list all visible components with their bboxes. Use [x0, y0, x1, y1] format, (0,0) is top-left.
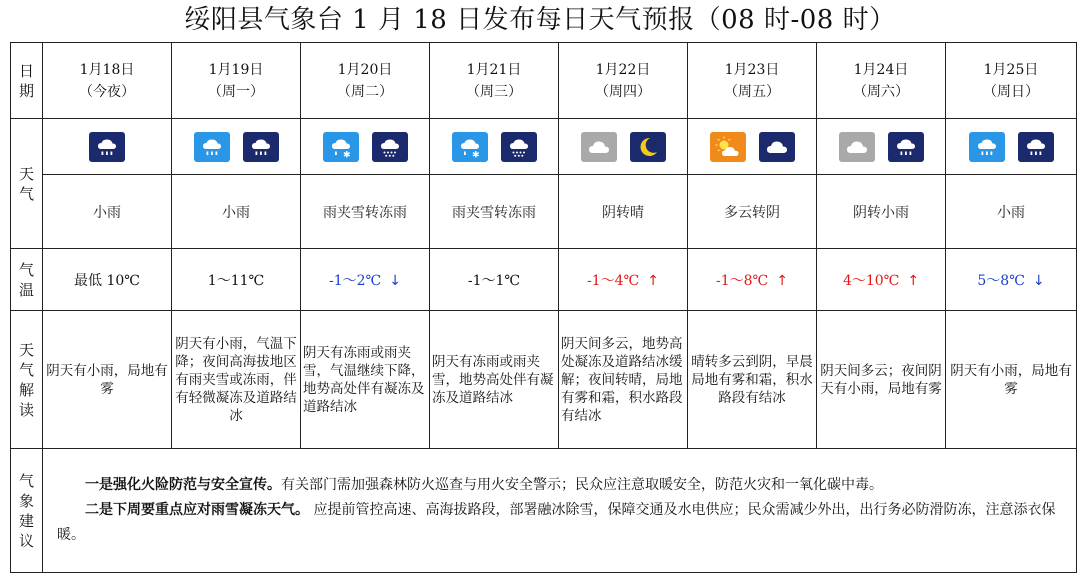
forecast-table — [10, 42, 1077, 573]
weather-icon-cell — [946, 119, 1077, 175]
temperature-cell — [43, 249, 172, 311]
weather-description: 小雨 — [43, 175, 172, 249]
weekday-label: （周三） — [466, 83, 522, 100]
weekday-label: （今夜） — [79, 83, 135, 100]
rain-day-icon — [194, 132, 230, 162]
weather-icon-cell — [430, 119, 559, 175]
arrow-down-icon: ↓ — [1032, 272, 1045, 289]
weekday-label: （周五） — [724, 83, 780, 100]
weather-icon-cell — [301, 119, 430, 175]
date-label: 1月23日 — [724, 61, 780, 78]
date-cell — [559, 43, 688, 119]
row-header-weather: 天 气 — [11, 119, 43, 249]
weather-icon-cell — [559, 119, 688, 175]
temperature-cell — [430, 249, 559, 311]
date-cell — [688, 43, 817, 119]
svg-text:✱: ✱ — [342, 150, 351, 160]
date-cell — [301, 43, 430, 119]
partly-cloudy-day-icon — [710, 132, 746, 162]
interpretation-row — [11, 311, 1077, 449]
weather-interpretation: 阴天间多云，地势高处凝冻及道路结冰缓解；夜间转晴，局地有雾和霜，积水路段有结冰 — [559, 311, 688, 449]
date-cell — [172, 43, 301, 119]
page-title: 绥阳县气象台 1 月 18 日发布每日天气预报（08 时-08 时） — [184, 5, 896, 35]
weather-icon-cell — [172, 119, 301, 175]
date-label: 1月24日 — [853, 61, 909, 78]
suggestion-paragraph-2: 二是下周要重点应对雨雪凝冻天气。 应提前管控高速、高海拔路段，部署融冰除雪，保障交通及水电供应；民众需减少外出，出行务必防滑防冻，注意添衣保暖。 — [57, 502, 1056, 543]
arrow-up-icon: ↑ — [647, 272, 659, 289]
temperature-range: -1～1℃ — [467, 272, 521, 289]
weekday-label: （周四） — [595, 83, 651, 100]
date-cell — [43, 43, 172, 119]
weather-description: 阴转晴 — [559, 175, 688, 249]
date-cell — [817, 43, 946, 119]
weather-description: 阴转小雨 — [817, 175, 946, 249]
overcast-night-icon — [759, 132, 795, 162]
weather-icon-row — [11, 119, 1077, 175]
weather-interpretation: 晴转多云到阴，早晨局地有雾和霜，积水路段有结冰 — [688, 311, 817, 449]
weather-interpretation: 阴天有小雨，局地有雾 — [946, 311, 1077, 449]
row-header-interpretation: 天 气 解 读 — [11, 311, 43, 449]
date-cell — [946, 43, 1077, 119]
date-cell — [430, 43, 559, 119]
temperature-cell — [172, 249, 301, 311]
temperature-range: 最低 10℃ — [74, 272, 140, 289]
row-header-temperature: 气 温 — [11, 249, 43, 311]
arrow-up-icon: ↑ — [776, 272, 788, 289]
weather-icon-cell — [688, 119, 817, 175]
arrow-down-icon: ↓ — [389, 272, 401, 289]
weather-icon-cell — [817, 119, 946, 175]
weather-interpretation: 阴天有小雨，局地有雾 — [43, 311, 172, 449]
svg-text:✱: ✱ — [471, 150, 480, 160]
weather-interpretation: 阴天有冻雨或雨夹雪，地势高处伴有凝冻及道路结冰 — [430, 311, 559, 449]
weather-interpretation: 阴天有冻雨或雨夹雪，气温继续下降，地势高处伴有凝冻及道路结冰 — [301, 311, 430, 449]
temperature-row — [11, 249, 1077, 311]
date-label: 1月20日 — [337, 61, 393, 78]
clear-night-moon-icon — [630, 132, 666, 162]
rain-night-icon — [89, 132, 125, 162]
suggestion-paragraph-1: 一是强化火险防范与安全宣传。有关部门需加强森林防火巡查与用火安全警示；民众应注意取暖安全，防范火灾和一氧化碳中毒。 — [85, 477, 883, 493]
weekday-label: （周一） — [208, 83, 264, 100]
temperature-range: -1～2℃ — [329, 272, 382, 289]
date-label: 1月25日 — [983, 61, 1039, 78]
date-label: 1月19日 — [208, 61, 264, 78]
freezing-rain-night-icon — [372, 132, 408, 162]
weather-description: 多云转阴 — [688, 175, 817, 249]
temperature-range: 5～8℃ — [977, 272, 1025, 289]
temperature-range: 1～11℃ — [207, 272, 265, 289]
temperature-cell — [688, 249, 817, 311]
weather-description: 雨夹雪转冻雨 — [430, 175, 559, 249]
temperature-range: -1～8℃ — [716, 272, 769, 289]
overcast-icon — [839, 132, 875, 162]
freezing-rain-night-icon — [501, 132, 537, 162]
rain-night-icon — [1018, 132, 1054, 162]
rain-night-icon — [888, 132, 924, 162]
temperature-cell — [559, 249, 688, 311]
sleet-day-icon — [452, 132, 488, 162]
weather-description: 小雨 — [172, 175, 301, 249]
date-label: 1月21日 — [466, 61, 522, 78]
weather-icon-cell — [43, 119, 172, 175]
rain-night-icon — [243, 132, 279, 162]
sleet-day-icon — [323, 132, 359, 162]
suggestion-row — [11, 449, 1077, 573]
weekday-label: （周二） — [337, 83, 393, 100]
weather-description: 雨夹雪转冻雨 — [301, 175, 430, 249]
row-header-date: 日 期 — [11, 43, 43, 119]
date-label: 1月22日 — [595, 61, 651, 78]
overcast-icon — [581, 132, 617, 162]
weekday-label: （周六） — [853, 83, 909, 100]
weather-interpretation: 阴天间多云；夜间阴天有小雨，局地有雾 — [817, 311, 946, 449]
row-header-suggestion: 气 象 建 议 — [11, 449, 43, 573]
date-label: 1月18日 — [79, 61, 135, 78]
weather-suggestion — [43, 449, 1077, 573]
date-row — [11, 43, 1077, 119]
rain-day-icon — [969, 132, 1005, 162]
weather-text-row — [11, 175, 1077, 249]
temperature-range: 4～10℃ — [842, 272, 900, 289]
arrow-up-icon: ↑ — [907, 272, 920, 289]
temperature-range: -1～4℃ — [587, 272, 640, 289]
temperature-cell — [301, 249, 430, 311]
weekday-label: （周日） — [983, 83, 1039, 100]
weather-description: 小雨 — [946, 175, 1077, 249]
temperature-cell — [817, 249, 946, 311]
temperature-cell — [946, 249, 1077, 311]
weather-interpretation: 阴天有小雨，气温下降；夜间高海拔地区有雨夹雪或冻雨，伴有轻微凝冻及道路结冰 — [172, 311, 301, 449]
